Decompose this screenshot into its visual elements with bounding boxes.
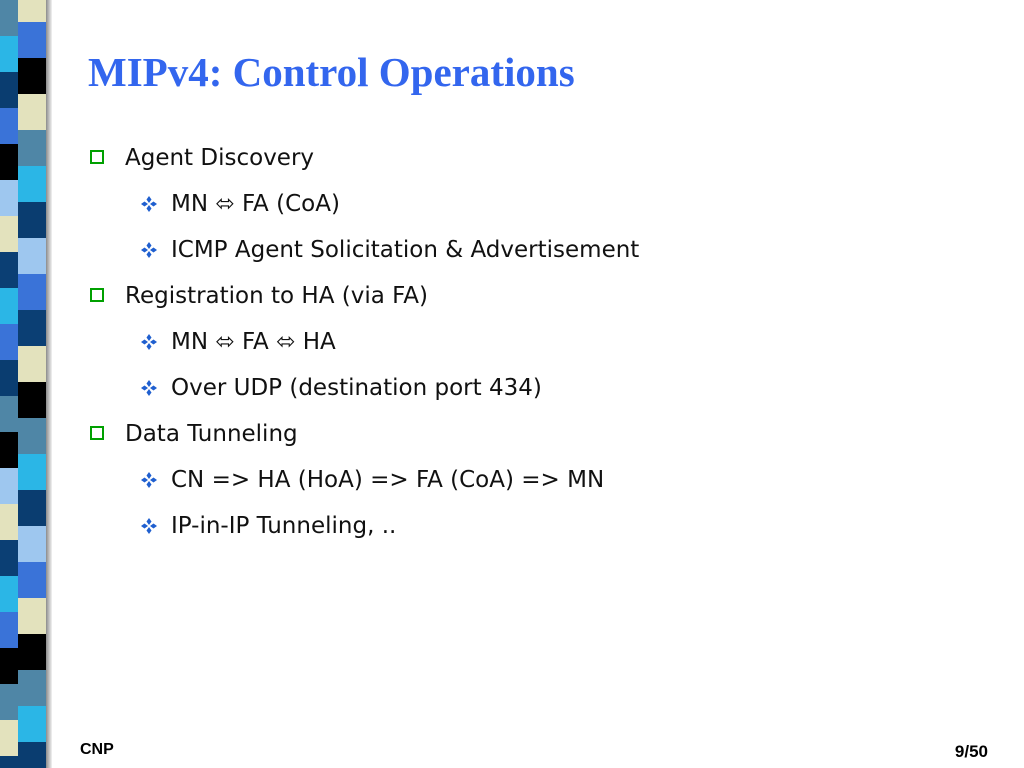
stripe-block <box>18 490 46 526</box>
stripe-block <box>18 706 46 742</box>
stripe-block <box>0 612 18 648</box>
stripe-block <box>18 670 46 706</box>
stripe-block <box>0 468 18 504</box>
stripe-block <box>18 0 46 22</box>
stripe-block <box>18 310 46 346</box>
side-shadow <box>46 0 52 768</box>
stripe-block <box>0 504 18 540</box>
stripe-block <box>0 180 18 216</box>
stripe-block <box>0 540 18 576</box>
stripe-block <box>0 684 18 720</box>
stripe-block <box>18 526 46 562</box>
sub-bullet-text: Over UDP (destination port 434) <box>171 375 542 401</box>
sub-bullet-text: ICMP Agent Solicitation & Advertisement <box>171 237 640 263</box>
stripe-block <box>0 108 18 144</box>
sub-bullet-text: MN ⬄ FA (CoA) <box>171 191 340 217</box>
stripe-block <box>18 94 46 130</box>
bullet-text: Agent Discovery <box>125 145 315 171</box>
sub-bullet-item <box>88 508 639 554</box>
sub-bullet-item <box>88 232 639 278</box>
stripe-block <box>0 36 18 72</box>
decorative-side-stripe <box>0 0 46 768</box>
stripe-block <box>0 72 18 108</box>
sub-bullet-text: IP-in-IP Tunneling, .. <box>171 513 397 539</box>
hollow-square-icon <box>90 288 104 302</box>
stripe-block <box>0 288 18 324</box>
stripe-block <box>18 274 46 310</box>
stripe-block <box>0 756 18 768</box>
sub-bullet-text: MN ⬄ FA ⬄ HA <box>171 329 336 355</box>
stripe-block <box>18 454 46 490</box>
footer-label: CNP <box>80 741 114 758</box>
four-diamond-icon <box>140 241 158 259</box>
stripe-block <box>0 396 18 432</box>
bullet-item <box>88 416 639 462</box>
stripe-block <box>0 648 18 684</box>
four-diamond-icon <box>140 195 158 213</box>
sub-bullet-item <box>88 324 639 370</box>
stripe-block <box>18 634 46 670</box>
bullet-item <box>88 140 639 186</box>
stripe-block <box>0 360 18 396</box>
stripe-block <box>18 202 46 238</box>
four-diamond-icon <box>140 517 158 535</box>
stripe-block <box>18 418 46 454</box>
stripe-block <box>18 238 46 274</box>
four-diamond-icon <box>140 379 158 397</box>
bullet-text: Data Tunneling <box>125 421 298 447</box>
sub-bullet-item <box>88 186 639 232</box>
stripe-block <box>18 130 46 166</box>
hollow-square-icon <box>90 150 104 164</box>
slide-title: MIPv4: Control Operations <box>88 49 575 95</box>
stripe-block <box>0 216 18 252</box>
stripe-block <box>0 720 18 756</box>
bullet-text: Registration to HA (via FA) <box>125 283 428 309</box>
stripe-block <box>18 346 46 382</box>
stripe-block <box>18 598 46 634</box>
sub-bullet-item <box>88 370 639 416</box>
hollow-square-icon <box>90 426 104 440</box>
stripe-block <box>0 0 18 36</box>
stripe-block <box>0 576 18 612</box>
stripe-block <box>18 22 46 58</box>
stripe-block <box>18 382 46 418</box>
sub-bullet-text: CN => HA (HoA) => FA (CoA) => MN <box>171 467 605 493</box>
sub-bullet-item <box>88 462 639 508</box>
bullet-list <box>88 140 639 554</box>
stripe-block <box>18 166 46 202</box>
stripe-block <box>0 324 18 360</box>
stripe-block <box>0 432 18 468</box>
stripe-block <box>18 742 46 768</box>
four-diamond-icon <box>140 333 158 351</box>
stripe-block <box>0 144 18 180</box>
stripe-block <box>18 58 46 94</box>
stripe-block <box>18 562 46 598</box>
bullet-item <box>88 278 639 324</box>
four-diamond-icon <box>140 471 158 489</box>
stripe-block <box>0 252 18 288</box>
page-number: 9/50 <box>954 742 988 761</box>
